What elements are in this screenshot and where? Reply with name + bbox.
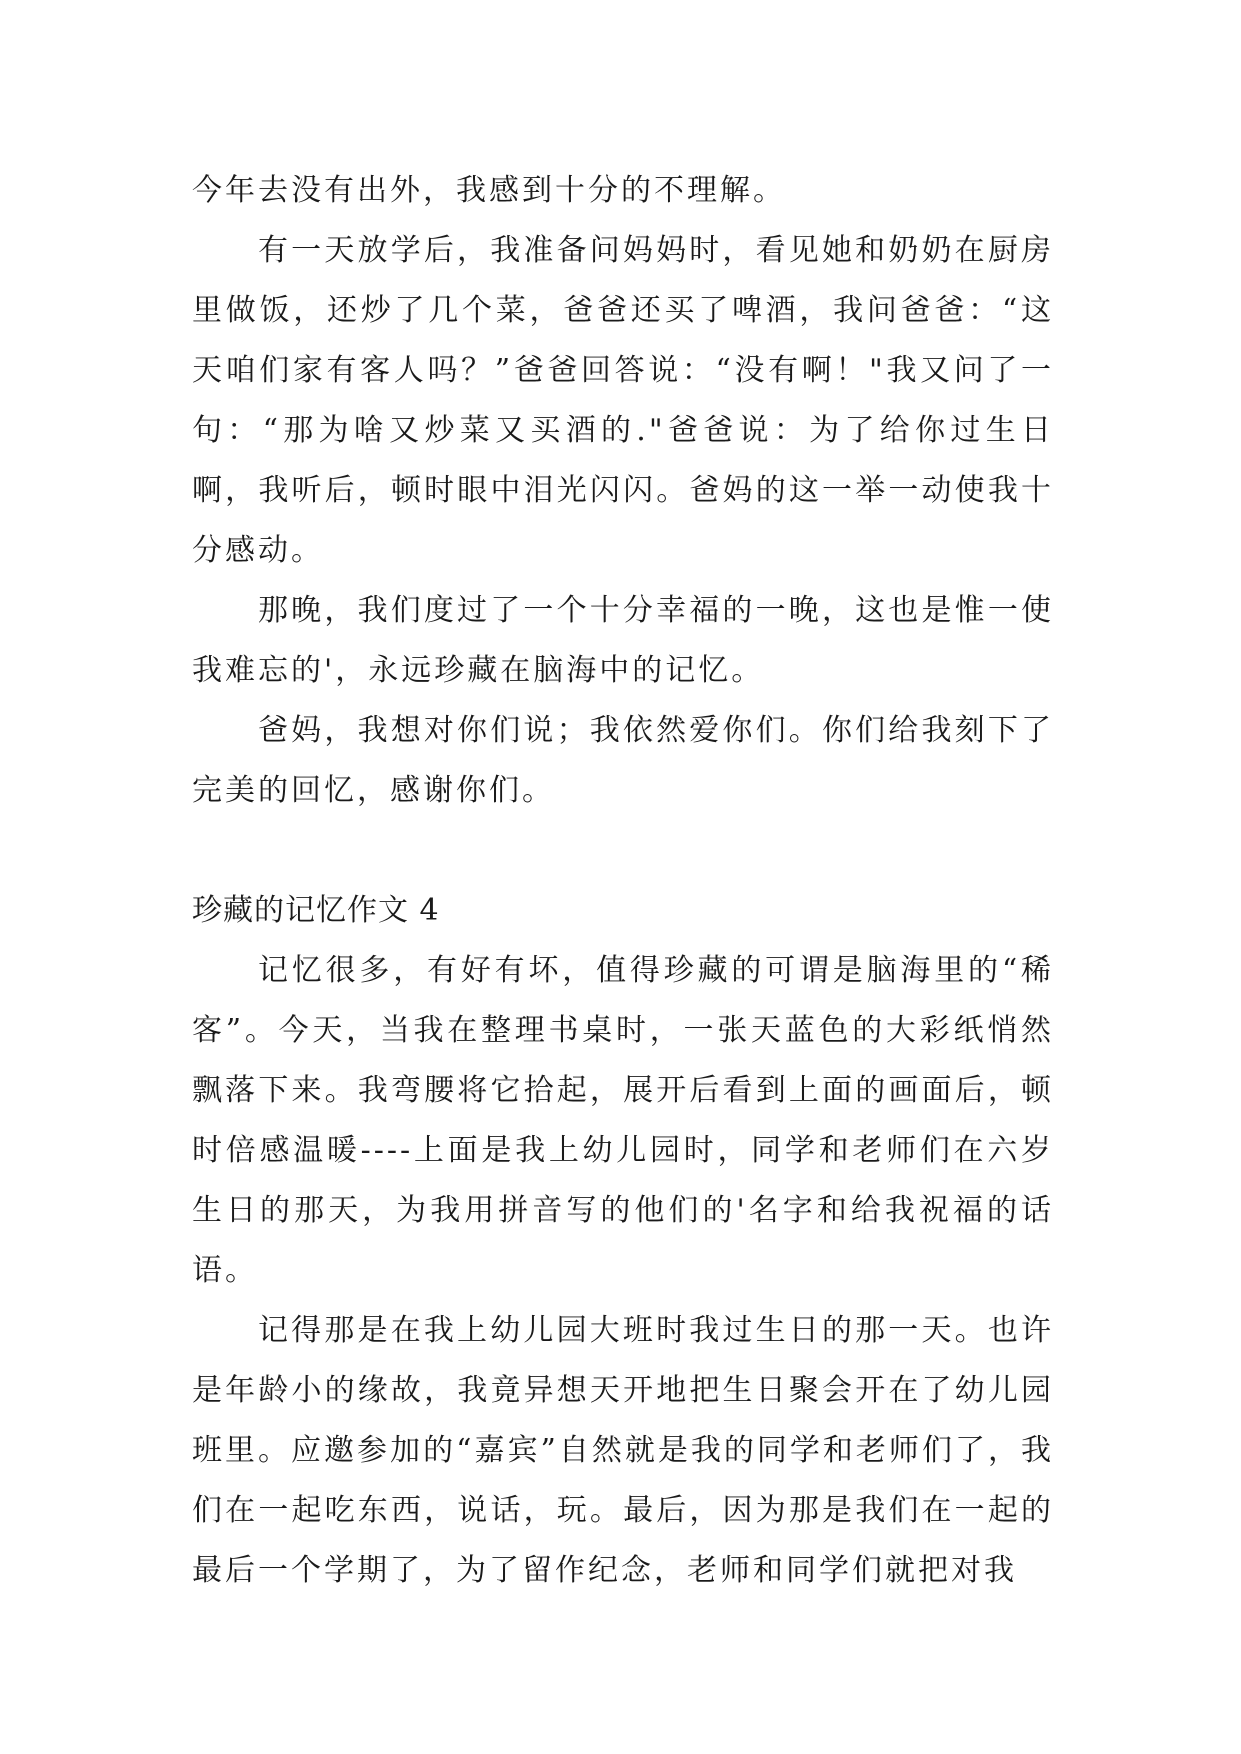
paragraph-happy-evening: 那晚，我们度过了一个十分幸福的一晚，这也是惟一使我难忘的'，永远珍藏在脑海中的记忆。 <box>192 593 1054 688</box>
paragraph-continuation: 今年去没有出外，我感到十分的不理解。 <box>192 173 786 208</box>
paragraph-kindergarten-party: 记得那是在我上幼儿园大班时我过生日的那一天。也许是年龄小的缘故，我竟异想天开地把生日聚会开在了幼儿园班里。应邀参加的“嘉宾”自然就是我的同学和老师们了，我们在一起吃东西，说话，玩。最后，因为那是我们在一起的最后一个学期了，为了留作纪念，老师和同学们就把对我 <box>192 1313 1054 1588</box>
paragraph-memory-card: 记忆很多，有好有坏，值得珍藏的可谓是脑海里的“稀客”。今天，当我在整理书桌时，一张天蓝色的大彩纸悄然飘落下来。我弯腰将它拾起，展开后看到上面的画面后，顿时倍感温暖----上面是我上幼儿园时，同学和老师们在六岁生日的那天，为我用拼音写的他们的'名字和给我祝福的话语。 <box>192 953 1054 1288</box>
document-body <box>192 161 1054 1601</box>
paragraph-birthday-dinner: 有一天放学后，我准备问妈妈时，看见她和奶奶在厨房里做饭，还炒了几个菜，爸爸还买了啤酒，我问爸爸：“这天咱们家有客人吗？”爸爸回答说：“没有啊！"我又问了一句：“那为啥又炒菜又买酒的."爸爸说：为了给你过生日啊，我听后，顿时眼中泪光闪闪。爸妈的这一举一动使我十分感动。 <box>192 233 1054 568</box>
paragraph-thanks-parents: 爸妈，我想对你们说；我依然爱你们。你们给我刻下了完美的回忆，感谢你们。 <box>192 713 1054 808</box>
section-title: 珍藏的记忆作文 4 <box>192 893 440 928</box>
